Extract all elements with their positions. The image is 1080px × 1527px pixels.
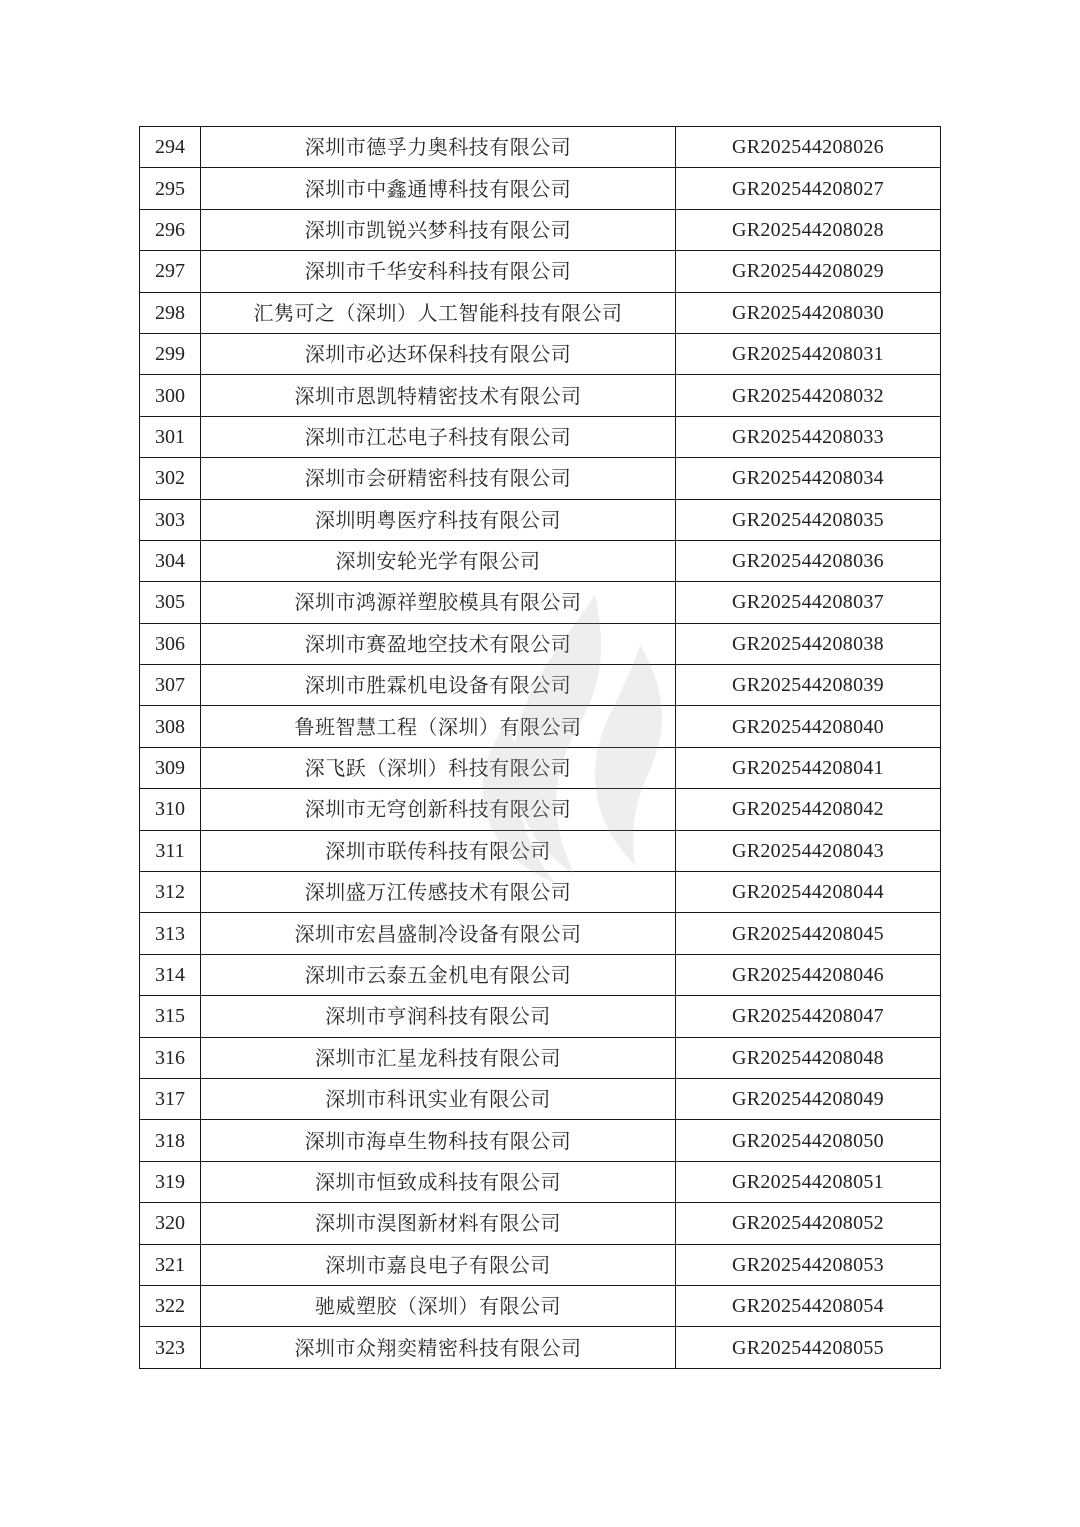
table-row <box>140 872 941 913</box>
table-row <box>140 540 941 581</box>
company-name: 深圳市千华安科科技有限公司 <box>201 251 676 292</box>
table-row <box>140 1203 941 1244</box>
table-row <box>140 582 941 623</box>
table-row <box>140 1244 941 1285</box>
certificate-number: GR202544208052 <box>676 1203 941 1244</box>
table-row <box>140 996 941 1037</box>
certificate-number: GR202544208044 <box>676 872 941 913</box>
row-number: 322 <box>140 1285 201 1326</box>
row-number: 318 <box>140 1120 201 1161</box>
certificate-number: GR202544208031 <box>676 333 941 374</box>
table-row <box>140 375 941 416</box>
table-row <box>140 665 941 706</box>
certificate-number: GR202544208038 <box>676 623 941 664</box>
row-number: 307 <box>140 665 201 706</box>
certificate-number: GR202544208040 <box>676 706 941 747</box>
table-row <box>140 954 941 995</box>
row-number: 303 <box>140 499 201 540</box>
company-name: 深圳盛万江传感技术有限公司 <box>201 872 676 913</box>
certificate-table-body <box>140 127 941 1369</box>
company-name: 深圳市嘉良电子有限公司 <box>201 1244 676 1285</box>
row-number: 298 <box>140 292 201 333</box>
certificate-number: GR202544208043 <box>676 830 941 871</box>
company-name: 深圳市科讯实业有限公司 <box>201 1078 676 1119</box>
certificate-number: GR202544208030 <box>676 292 941 333</box>
table-row <box>140 168 941 209</box>
table-row <box>140 458 941 499</box>
certificate-number: GR202544208036 <box>676 540 941 581</box>
row-number: 310 <box>140 789 201 830</box>
certificate-number: GR202544208048 <box>676 1037 941 1078</box>
company-name: 深圳市海卓生物科技有限公司 <box>201 1120 676 1161</box>
row-number: 301 <box>140 416 201 457</box>
table-row <box>140 499 941 540</box>
row-number: 312 <box>140 872 201 913</box>
company-name: 深圳市赛盈地空技术有限公司 <box>201 623 676 664</box>
row-number: 302 <box>140 458 201 499</box>
certificate-number: GR202544208041 <box>676 747 941 788</box>
certificate-number: GR202544208028 <box>676 209 941 250</box>
company-name: 深圳市联传科技有限公司 <box>201 830 676 871</box>
certificate-number: GR202544208033 <box>676 416 941 457</box>
certificate-number: GR202544208054 <box>676 1285 941 1326</box>
certificate-number: GR202544208045 <box>676 913 941 954</box>
row-number: 319 <box>140 1161 201 1202</box>
certificate-number: GR202544208053 <box>676 1244 941 1285</box>
company-name: 深圳市亨润科技有限公司 <box>201 996 676 1037</box>
table-row <box>140 706 941 747</box>
row-number: 317 <box>140 1078 201 1119</box>
company-name: 深圳明粤医疗科技有限公司 <box>201 499 676 540</box>
table-row <box>140 127 941 168</box>
table-row <box>140 623 941 664</box>
company-name: 深圳市江芯电子科技有限公司 <box>201 416 676 457</box>
table-row <box>140 416 941 457</box>
company-name: 汇隽可之（深圳）人工智能科技有限公司 <box>201 292 676 333</box>
company-name: 深圳市胜霖机电设备有限公司 <box>201 665 676 706</box>
certificate-number: GR202544208037 <box>676 582 941 623</box>
row-number: 314 <box>140 954 201 995</box>
company-name: 深圳市凯锐兴梦科技有限公司 <box>201 209 676 250</box>
company-name: 深圳市无穹创新科技有限公司 <box>201 789 676 830</box>
certificate-number: GR202544208026 <box>676 127 941 168</box>
table-row <box>140 830 941 871</box>
table-row <box>140 1037 941 1078</box>
company-name: 深圳市德孚力奥科技有限公司 <box>201 127 676 168</box>
certificate-table <box>139 126 941 1369</box>
row-number: 300 <box>140 375 201 416</box>
certificate-number: GR202544208047 <box>676 996 941 1037</box>
row-number: 320 <box>140 1203 201 1244</box>
row-number: 304 <box>140 540 201 581</box>
company-name: 深飞跃（深圳）科技有限公司 <box>201 747 676 788</box>
table-row <box>140 789 941 830</box>
certificate-number: GR202544208039 <box>676 665 941 706</box>
certificate-number: GR202544208055 <box>676 1327 941 1368</box>
company-name: 鲁班智慧工程（深圳）有限公司 <box>201 706 676 747</box>
company-name: 驰威塑胶（深圳）有限公司 <box>201 1285 676 1326</box>
company-name: 深圳市宏昌盛制冷设备有限公司 <box>201 913 676 954</box>
company-name: 深圳安轮光学有限公司 <box>201 540 676 581</box>
company-name: 深圳市众翔奕精密科技有限公司 <box>201 1327 676 1368</box>
certificate-number: GR202544208035 <box>676 499 941 540</box>
row-number: 295 <box>140 168 201 209</box>
certificate-number: GR202544208032 <box>676 375 941 416</box>
company-name: 深圳市汇星龙科技有限公司 <box>201 1037 676 1078</box>
row-number: 308 <box>140 706 201 747</box>
company-name: 深圳市淏图新材料有限公司 <box>201 1203 676 1244</box>
row-number: 323 <box>140 1327 201 1368</box>
row-number: 296 <box>140 209 201 250</box>
company-name: 深圳市鸿源祥塑胶模具有限公司 <box>201 582 676 623</box>
table-row <box>140 747 941 788</box>
row-number: 297 <box>140 251 201 292</box>
row-number: 309 <box>140 747 201 788</box>
certificate-number: GR202544208050 <box>676 1120 941 1161</box>
company-name: 深圳市中鑫通博科技有限公司 <box>201 168 676 209</box>
table-row <box>140 292 941 333</box>
table-row <box>140 1078 941 1119</box>
table-row <box>140 209 941 250</box>
company-name: 深圳市云泰五金机电有限公司 <box>201 954 676 995</box>
row-number: 315 <box>140 996 201 1037</box>
table-row <box>140 1327 941 1368</box>
table-row <box>140 333 941 374</box>
certificate-number: GR202544208034 <box>676 458 941 499</box>
certificate-number: GR202544208029 <box>676 251 941 292</box>
row-number: 305 <box>140 582 201 623</box>
row-number: 313 <box>140 913 201 954</box>
table-row <box>140 1120 941 1161</box>
certificate-number: GR202544208042 <box>676 789 941 830</box>
table-row <box>140 251 941 292</box>
certificate-number: GR202544208051 <box>676 1161 941 1202</box>
certificate-number: GR202544208049 <box>676 1078 941 1119</box>
row-number: 294 <box>140 127 201 168</box>
company-name: 深圳市会研精密科技有限公司 <box>201 458 676 499</box>
table-row <box>140 1285 941 1326</box>
company-name: 深圳市恩凯特精密技术有限公司 <box>201 375 676 416</box>
table-row <box>140 913 941 954</box>
row-number: 299 <box>140 333 201 374</box>
row-number: 321 <box>140 1244 201 1285</box>
certificate-number: GR202544208027 <box>676 168 941 209</box>
table-row <box>140 1161 941 1202</box>
certificate-number: GR202544208046 <box>676 954 941 995</box>
company-name: 深圳市恒致成科技有限公司 <box>201 1161 676 1202</box>
row-number: 306 <box>140 623 201 664</box>
row-number: 311 <box>140 830 201 871</box>
company-name: 深圳市必达环保科技有限公司 <box>201 333 676 374</box>
row-number: 316 <box>140 1037 201 1078</box>
